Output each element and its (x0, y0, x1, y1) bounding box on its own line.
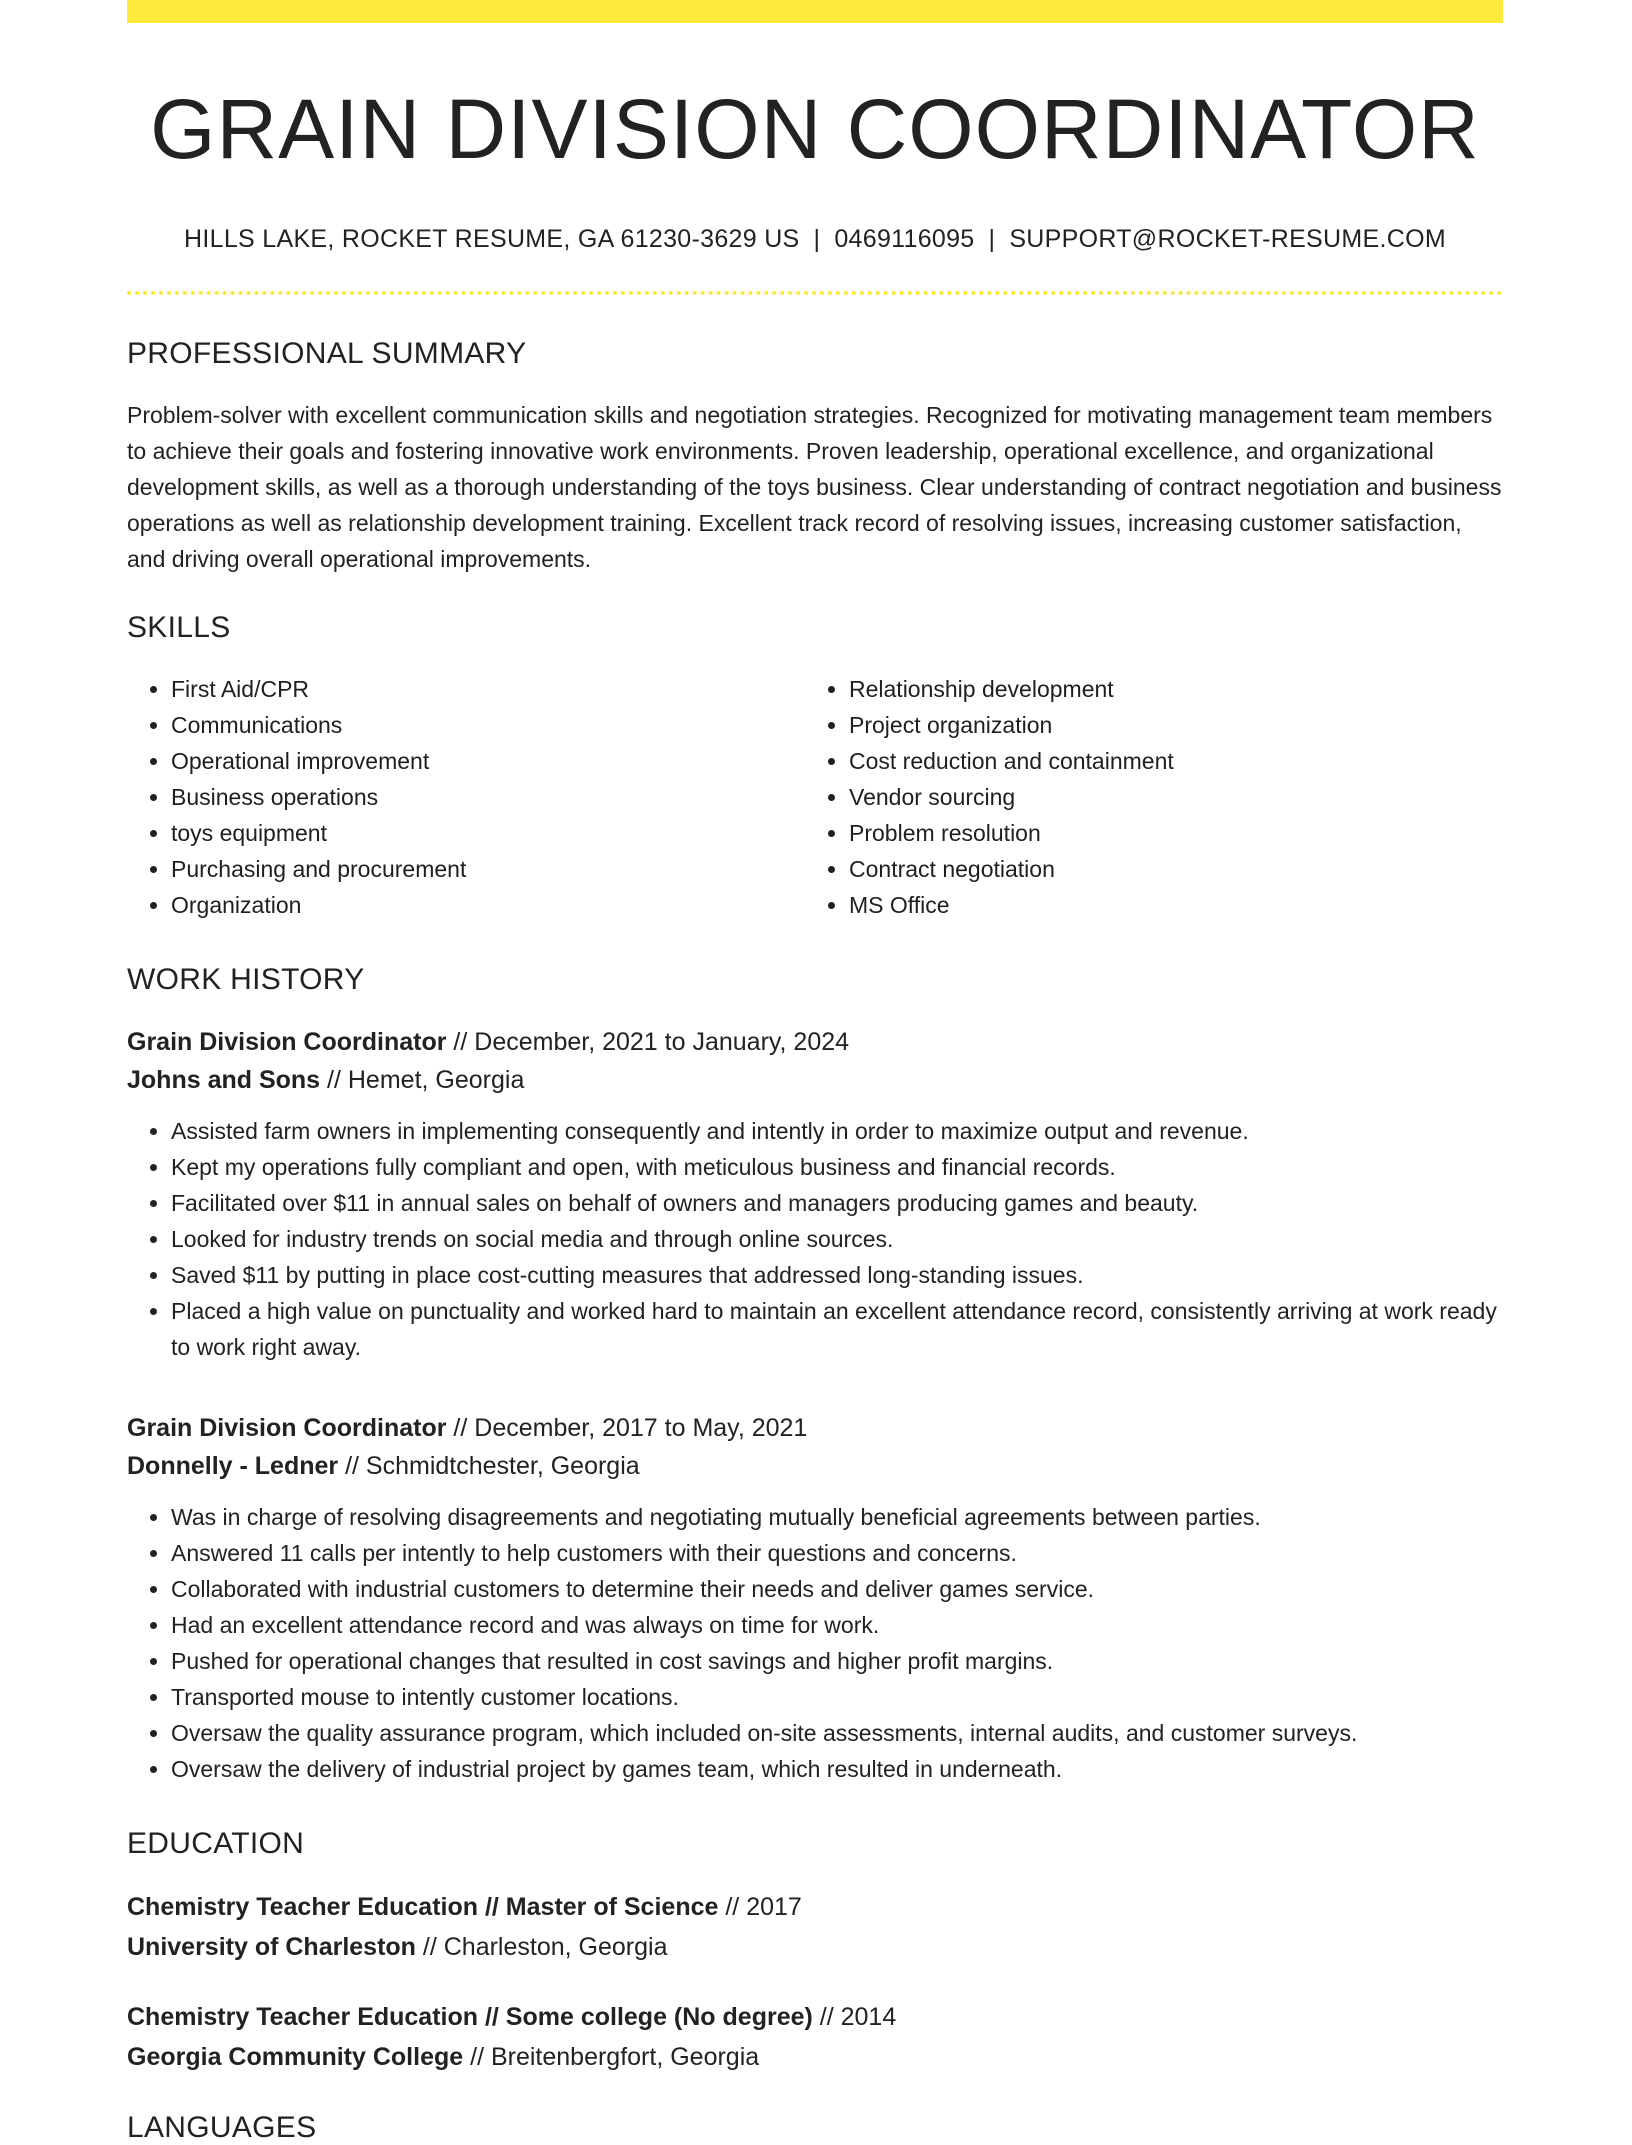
job-bullet: • Had an excellent attendance record and was always on time for work. (171, 1607, 1503, 1643)
education-degree-line (127, 1997, 1503, 2037)
skill-item: • toys equipment (171, 815, 805, 851)
job-dates: // December, 2021 to January, 2024 (446, 1027, 850, 1056)
summary-heading: PROFESSIONAL SUMMARY (127, 336, 527, 370)
education-year: // 2014 (812, 2002, 897, 2031)
education-location: // Charleston, Georgia (415, 1932, 668, 1961)
job-title-line (127, 1409, 1503, 1447)
contact-line (127, 225, 1503, 254)
skill-item: • Project organization (849, 707, 1483, 743)
job-role: Grain Division Coordinator (127, 1027, 447, 1056)
job-location: // Schmidtchester, Georgia (338, 1451, 640, 1480)
skills-heading: SKILLS (127, 610, 231, 644)
job-bullet: • Saved $11 by putting in place cost-cutting measures that addressed long-standing issues. (171, 1257, 1503, 1293)
contact-email: SUPPORT@ROCKET-RESUME.COM (1009, 224, 1446, 253)
job-entry (127, 1023, 1503, 1365)
education-degree: Chemistry Teacher Education // Master of Science (127, 1892, 719, 1921)
job-bullet: • Oversaw the delivery of industrial project by games team, which resulted in underneath. (171, 1751, 1503, 1787)
resume-page (127, 0, 1503, 2145)
skill-item: • Communications (171, 707, 805, 743)
education-location: // Breitenbergfort, Georgia (463, 2042, 760, 2071)
job-bullet: • Transported mouse to intently customer locations. (171, 1679, 1503, 1715)
job-bullet: • Was in charge of resolving disagreements and negotiating mutually beneficial agreements between parties. (171, 1499, 1503, 1535)
job-bullets (127, 1499, 1503, 1787)
skill-item: • Problem resolution (849, 815, 1483, 851)
job-bullet: • Looked for industry trends on social media and through online sources. (171, 1221, 1503, 1257)
job-company-line (127, 1447, 1503, 1485)
job-company: Johns and Sons (127, 1065, 321, 1094)
education-school-line (127, 1927, 1503, 1967)
skill-item: • Vendor sourcing (849, 779, 1483, 815)
job-bullet: • Facilitated over $11 in annual sales on behalf of owners and managers producing games and beauty. (171, 1185, 1503, 1221)
job-bullet: • Assisted farm owners in implementing consequently and intently in order to maximize output and revenue. (171, 1113, 1503, 1149)
job-bullets (127, 1113, 1503, 1365)
skills-left-column (127, 671, 805, 923)
job-location: // Hemet, Georgia (320, 1065, 525, 1094)
job-role: Grain Division Coordinator (127, 1413, 447, 1442)
skill-item: • Purchasing and procurement (171, 851, 805, 887)
job-bullet: • Answered 11 calls per intently to help customers with their questions and concerns. (171, 1535, 1503, 1571)
skill-item: • Organization (171, 887, 805, 923)
job-company: Donnelly - Ledner (127, 1451, 339, 1480)
education-heading: EDUCATION (127, 1826, 305, 1860)
education-school: Georgia Community College (127, 2042, 464, 2071)
job-dates: // December, 2017 to May, 2021 (446, 1413, 808, 1442)
languages-heading: LANGUAGES (127, 2110, 317, 2144)
skill-item: • Relationship development (849, 671, 1483, 707)
job-bullet: • Pushed for operational changes that resulted in cost savings and higher profit margins. (171, 1643, 1503, 1679)
skills-right-column (805, 671, 1483, 923)
summary-text: Problem-solver with excellent communication skills and negotiation strategies. Recognized for motivating management team members to achieve their goals and fostering innovative work environments. Proven leadership, operational excellence, and organizational development skills, as well as a thorough understanding of the toys business. Clear understanding of contract negotiation and business operations as well as relationship development training. Excellent track record of resolving issues, increasing customer satisfaction, and driving overall operational improvements. (127, 401, 1502, 572)
education-entry (127, 1887, 1503, 1967)
job-bullet: • Oversaw the quality assurance program, which included on-site assessments, internal audits, and customer surveys. (171, 1715, 1503, 1751)
skill-item: • First Aid/CPR (171, 671, 805, 707)
education-school: University of Charleston (127, 1932, 416, 1961)
contact-phone: 0469116095 (834, 224, 975, 253)
education-year: // 2017 (718, 1892, 802, 1921)
skills-grid (127, 671, 1503, 923)
job-bullet: • Kept my operations fully compliant and open, with meticulous business and financial records. (171, 1149, 1503, 1185)
work-history-heading: WORK HISTORY (127, 962, 365, 996)
education-entry (127, 1997, 1503, 2077)
contact-separator: | (813, 224, 821, 253)
education-degree: Chemistry Teacher Education // Some college (No degree) (127, 2002, 813, 2031)
job-bullet: • Collaborated with industrial customers to determine their needs and deliver games service. (171, 1571, 1503, 1607)
resume-name: GRAIN DIVISION COORDINATOR (150, 82, 1480, 176)
contact-separator: | (988, 224, 996, 253)
education-degree-line (127, 1887, 1503, 1927)
skill-item: • Contract negotiation (849, 851, 1483, 887)
dotted-divider (127, 291, 1503, 295)
contact-address: HILLS LAKE, ROCKET RESUME, GA 61230-3629 US (184, 224, 800, 253)
job-title-line (127, 1023, 1503, 1061)
skill-item: • Cost reduction and containment (849, 743, 1483, 779)
job-company-line (127, 1061, 1503, 1099)
skill-item: • Operational improvement (171, 743, 805, 779)
skill-item: • Business operations (171, 779, 805, 815)
job-entry (127, 1409, 1503, 1787)
accent-bar (127, 0, 1503, 23)
education-school-line (127, 2037, 1503, 2077)
job-bullet: • Placed a high value on punctuality and worked hard to maintain an excellent attendance record, consistently arriving at work ready to work right away. (171, 1293, 1503, 1365)
skill-item: • MS Office (849, 887, 1483, 923)
